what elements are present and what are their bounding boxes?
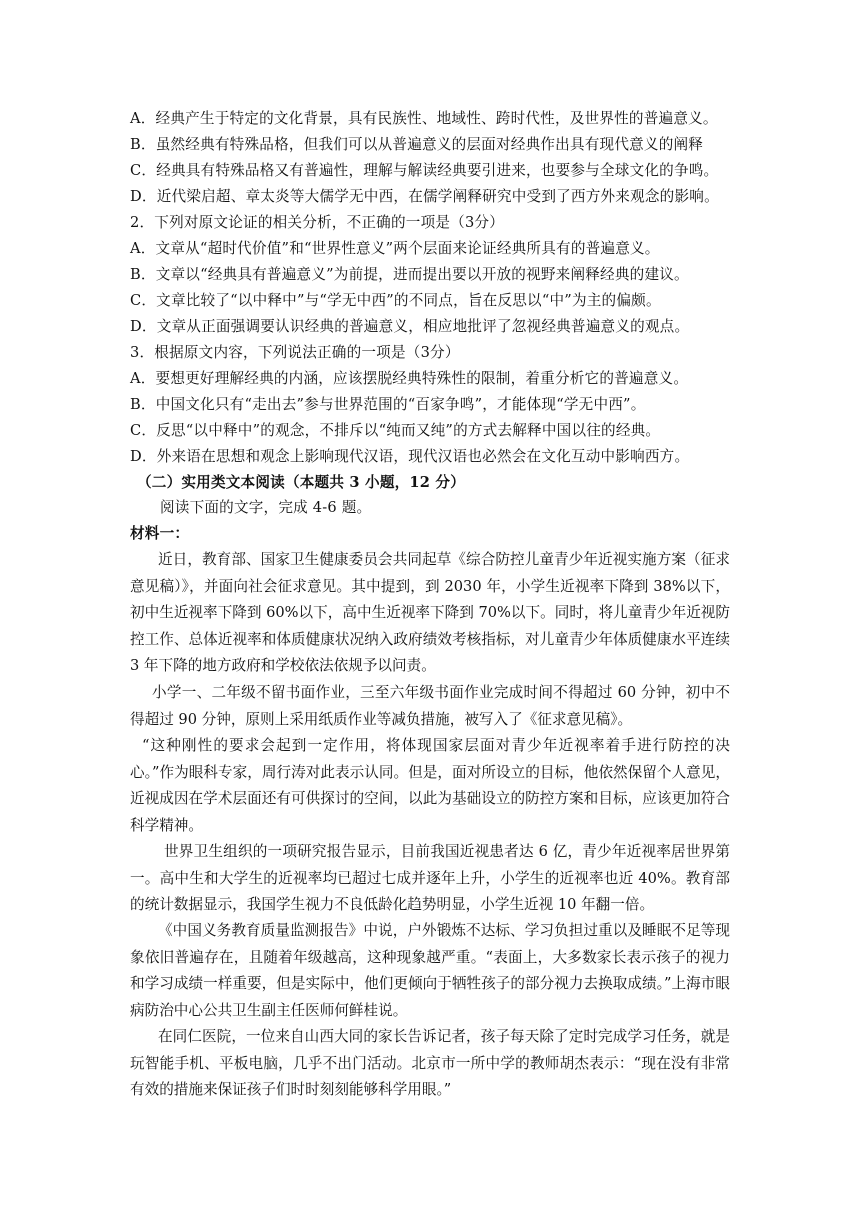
- paragraph-2: [130, 680, 730, 733]
- q1-option-c: C．经典具有特殊品格又有普遍性，理解与解读经典要引进来，也要参与全球文化的争鸣。: [130, 162, 719, 179]
- q3-option-d: D．外来语在思想和观念上影响现代汉语，现代汉语也必然会在文化互动中影响西方。: [130, 448, 690, 465]
- section-lead: 阅读下面的文字，完成 4-6 题。: [160, 499, 372, 516]
- q2-option-a: A．文章从“超时代价值”和“世界性意义”两个层面来论证经典所具有的普遍意义。: [130, 240, 660, 257]
- q1-option-a: A．经典产生于特定的文化背景，具有民族性、地域性、跨时代性，及世界性的普遍意义。: [130, 110, 718, 127]
- paragraph-text: 小学一、二年级不留书面作业，三至六年级书面作业完成时间不得超过 60 分钟，初中不得超过 90 分钟，原则上采用纸质作业等减负措施，被写入了《征求意见稿》。: [130, 684, 730, 728]
- q1-option-d: D．近代梁启超、章太炎等大儒学无中西，在儒学阐释研究中受到了西方外来观念的影响。: [130, 188, 719, 205]
- q3-option-c: C．反思“以中释中”的观念，不排斥以“纯而又纯”的方式去解释中国以往的经典。: [130, 422, 661, 439]
- q3-stem: 3．根据原文内容，下列说法正确的一项是（3分）: [130, 344, 460, 361]
- q2-option-c: C．文章比较了“以中释中”与“学无中西”的不同点，旨在反思以“中”为主的偏颇。: [130, 292, 661, 309]
- q3-option-b: B．中国文化只有“走出去”参与世界范围的“百家争鸣”，才能体现“学无中西”。: [130, 396, 646, 413]
- q1-option-b: B．虽然经典有特殊品格，但我们可以从普遍意义的层面对经典作出具有现代意义的阐释: [130, 136, 704, 153]
- paragraph-5: [130, 918, 730, 1024]
- paragraph-4: [130, 839, 730, 919]
- q2-option-b: B．文章以“经典具有普遍意义”为前提，进而提出要以开放的视野来阐释经典的建议。: [130, 266, 689, 283]
- paragraph-text: 世界卫生组织的一项研究报告显示，目前我国近视患者达 6 亿，青少年近视率居世界第一。高中生和大学生的近视率均已超过七成并逐年上升，小学生的近视率也近 40%。教育部的统计数据显示，我国学生视力不良低龄化趋势明显，小学生近视 10 年翻一倍。: [130, 843, 730, 914]
- paragraph-text: 《中国义务教育质量监测报告》中说，户外锻炼不达标、学习负担过重以及睡眠不足等现象依旧普遍存在，且随着年级越高，这种现象越严重。“表面上，大多数家长表示孩子的视力和学习成绩一样重要，但是实际中，他们更倾向于牺牲孩子的部分视力去换取成绩。”上海市眼病防治中心公共卫生副主任医师何鲜桂说。: [130, 922, 730, 1019]
- section-title: （二）实用类文本阅读（本题共 3 小题，12 分）: [137, 474, 465, 491]
- q2-option-d: D．文章从正面强调要认识经典的普遍意义，相应地批评了忽视经典普遍意义的观点。: [130, 318, 690, 335]
- paragraph-text: 近日，教育部、国家卫生健康委员会共同起草《综合防控儿童青少年近视实施方案（征求意见稿）》，并面向社会征求意见。其中提到，到 2030 年，小学生近视率下降到 38%以下，初中生近视率下降到 60%以下，高中生近视率下降到 70%以下。同时，将儿童青少年近视防控工作、总体近视率和体质健康状况纳入政府绩效考核指标，对儿童青少年体质健康水平连续 3 年下降的地方政府和学校依法依规予以问责。: [130, 551, 730, 675]
- q3-option-a: A．要想更好理解经典的内涵，应该摆脱经典特殊性的限制，着重分析它的普遍意义。: [130, 370, 689, 387]
- q2-stem: 2．下列对原文论证的相关分析，不正确的一项是（3分）: [130, 214, 505, 231]
- paragraph-text: “这种刚性的要求会起到一定作用，将体现国家层面对青少年近视率着手进行防控的决心。”作为眼科专家，周行涛对此表示认同。但是，面对所设立的目标，他依然保留个人意见，近视成因在学术层面还有可供探讨的空间，以此为基础设立的防控方案和目标，应该更加符合科学精神。: [130, 737, 730, 834]
- paragraph-3: [130, 733, 730, 839]
- paragraph-1: [130, 547, 730, 680]
- paragraph-6: [130, 1024, 730, 1104]
- material-label: 材料一：: [130, 525, 190, 542]
- paragraph-text: 在同仁医院，一位来自山西大同的家长告诉记者，孩子每天除了定时完成学习任务，就是玩智能手机、平板电脑，几乎不出门活动。北京市一所中学的教师胡杰表示：“现在没有非常有效的措施来保证孩子们时时刻刻能够科学用眼。”: [130, 1028, 730, 1099]
